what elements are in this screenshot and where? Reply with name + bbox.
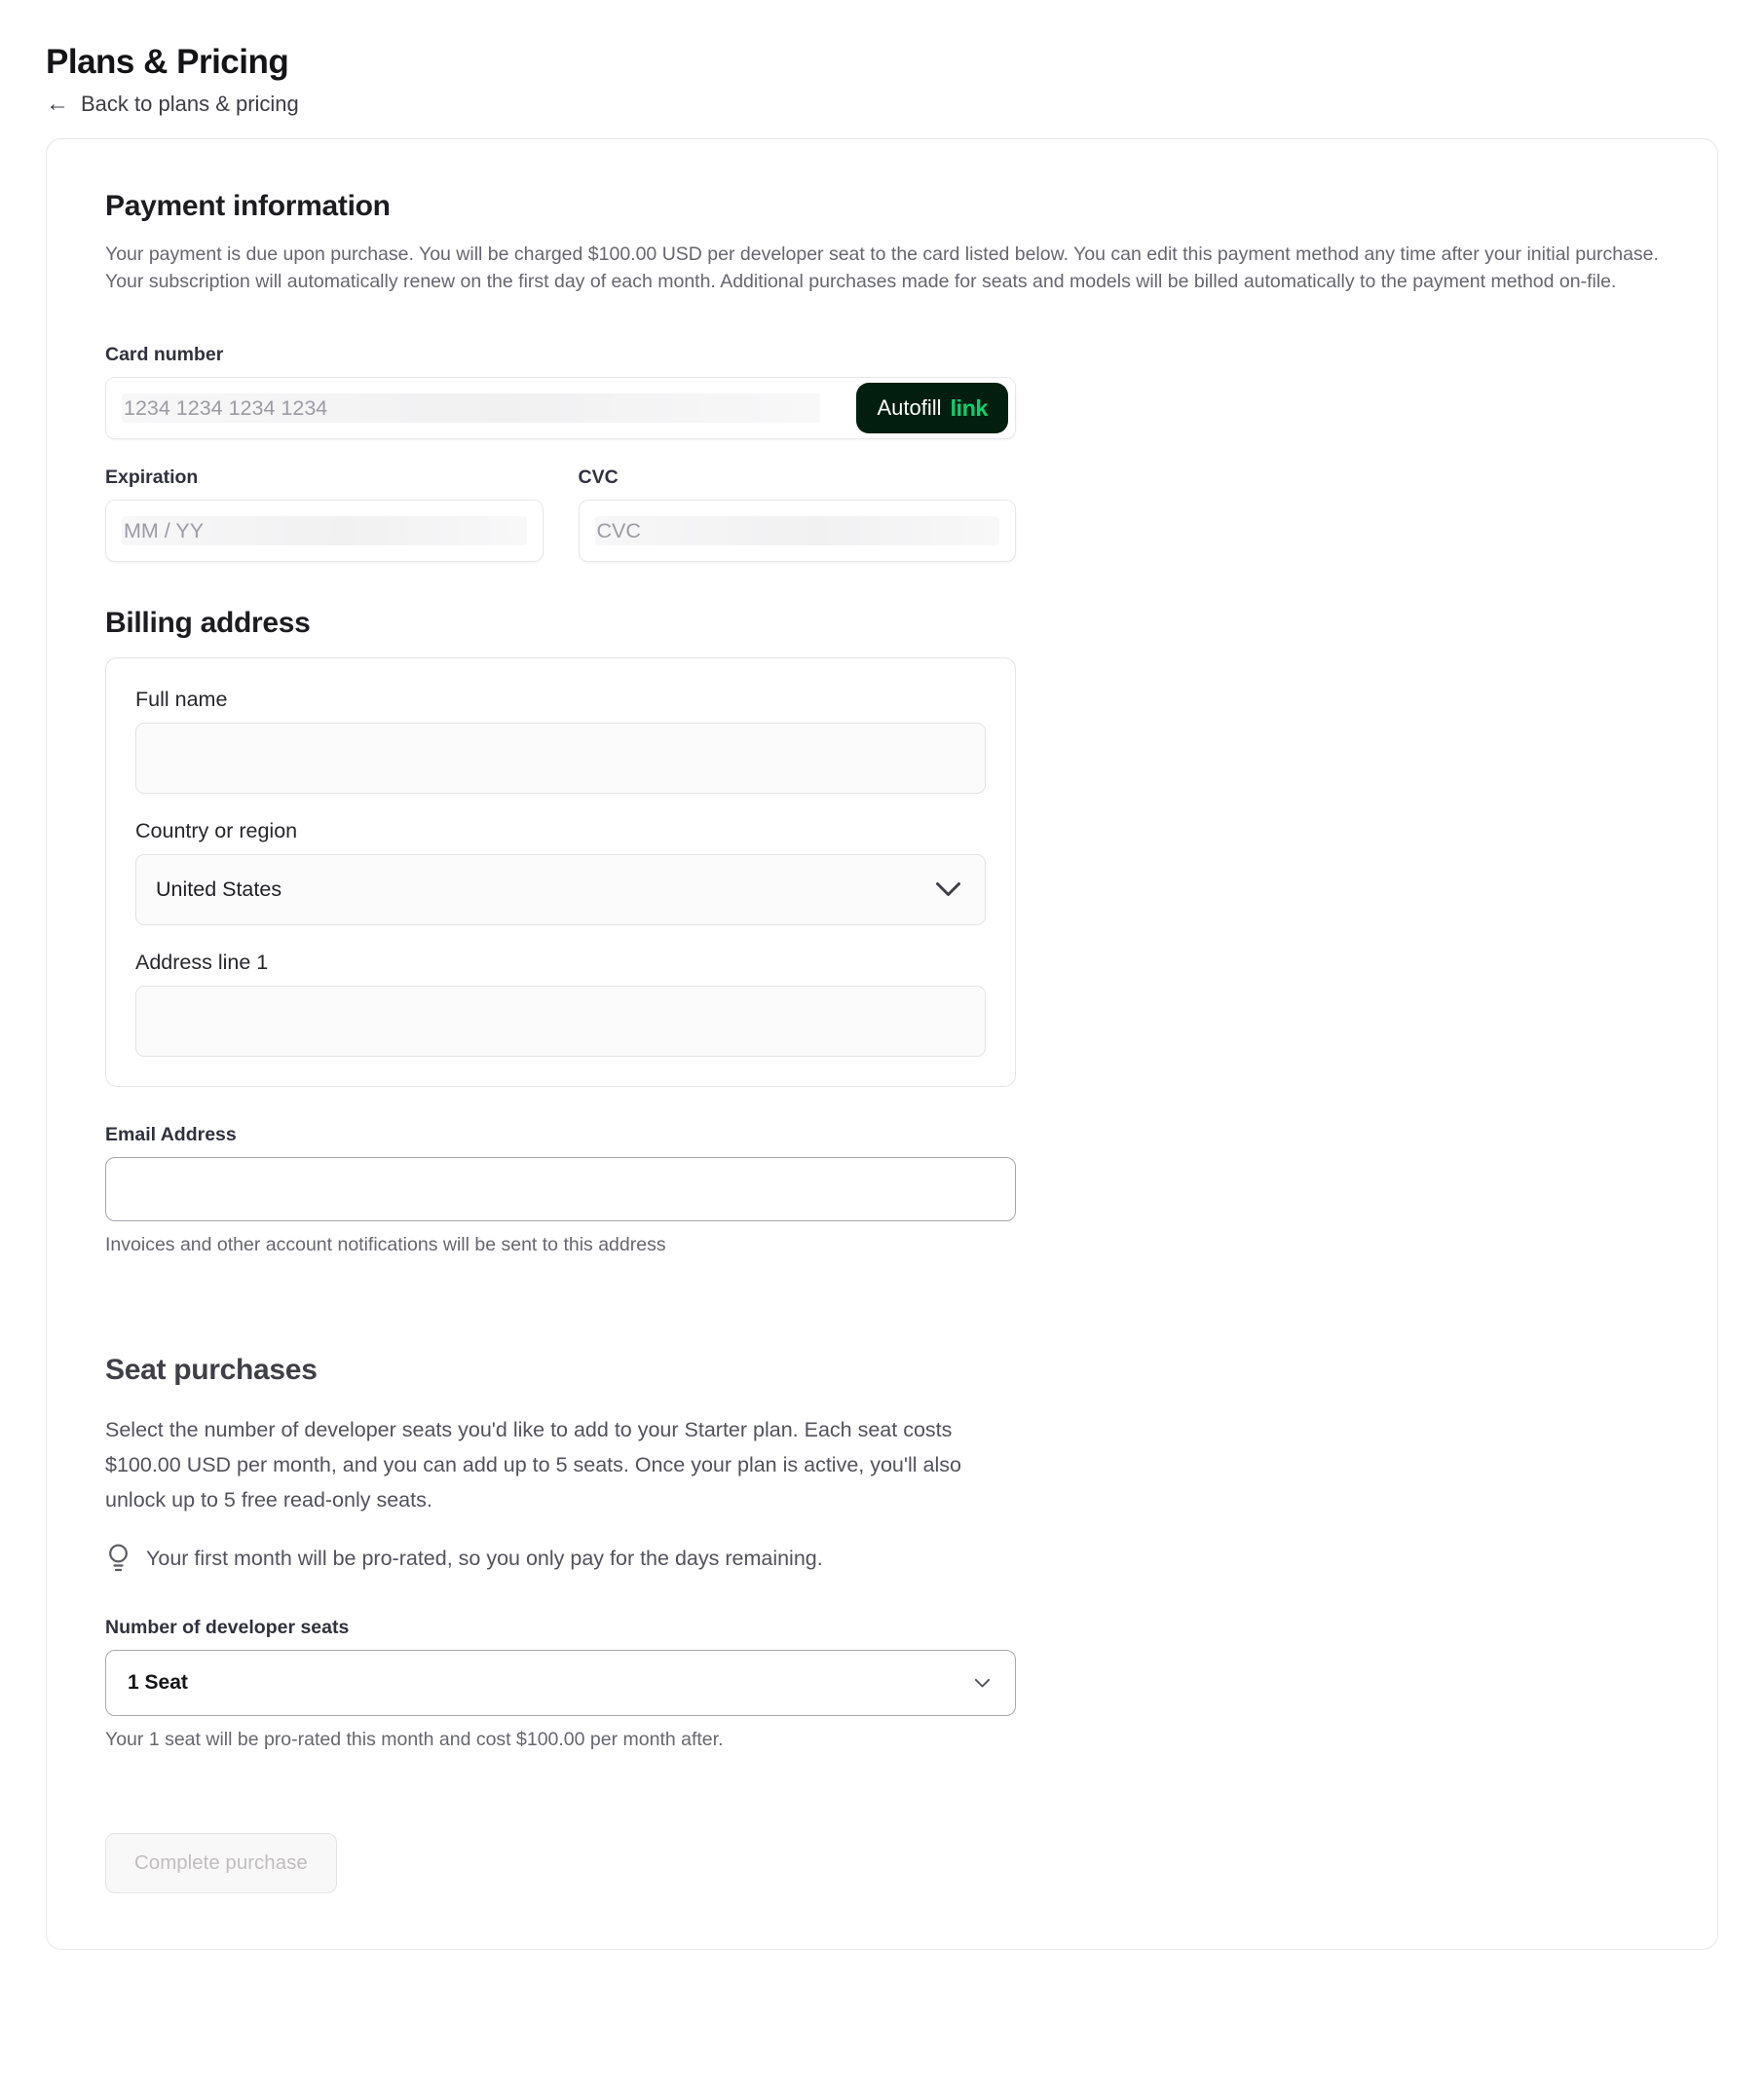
address-line1-input[interactable] — [135, 986, 986, 1057]
full-name-label: Full name — [135, 688, 228, 711]
card-number-label: Card number — [105, 344, 224, 365]
address-line1-label: Address line 1 — [135, 951, 269, 974]
card-number-field — [105, 377, 1016, 439]
country-label: Country or region — [135, 819, 298, 842]
cvc-input[interactable] — [580, 501, 1016, 561]
payment-description: Your payment is due upon purchase. You will be charged $100.00 USD per developer seat to the card listed below. You can edit this payment method any time after your initial purchase. Your subscription will automatically renew on the first day of each month. Additional purchases made for seats and models will be billed automatically to the payment method on-file. — [105, 243, 1659, 292]
full-name-input[interactable] — [135, 723, 986, 794]
country-select[interactable] — [135, 854, 986, 925]
page-title: Plans & Pricing — [46, 43, 289, 81]
prorate-tip — [105, 1543, 1659, 1574]
seats-label: Number of developer seats — [105, 1617, 350, 1638]
email-helper-text: Invoices and other account notifications will be sent to this address — [105, 1234, 666, 1255]
expiration-field — [105, 500, 544, 562]
page-header — [0, 0, 1764, 117]
seats-heading: Seat purchases — [105, 1354, 318, 1386]
billing-heading: Billing address — [105, 607, 311, 639]
expiration-label: Expiration — [105, 467, 199, 488]
chevron-down-icon — [974, 1678, 991, 1689]
cvc-field — [579, 500, 1017, 562]
link-logo: link — [950, 394, 988, 421]
cvc-label: CVC — [578, 467, 619, 488]
chevron-down-icon — [935, 881, 961, 898]
complete-purchase-button[interactable]: Complete purchase — [105, 1833, 337, 1893]
lightbulb-icon — [105, 1543, 131, 1574]
payment-section — [105, 190, 1659, 562]
autofill-button[interactable] — [856, 383, 1008, 433]
expiration-input[interactable] — [106, 501, 543, 561]
billing-section — [105, 607, 1659, 1256]
seats-description: Select the number of developer seats you'd like to add to your Starter plan. Each seat costs $100.00 USD per month, and you can add up to 5 seats. Once your plan is active, you'll also unlock up to 5 free read-only seats. — [105, 1418, 961, 1512]
card-number-input[interactable] — [106, 378, 856, 438]
seats-selected-value: 1 Seat — [128, 1671, 188, 1694]
country-selected-value: United States — [156, 877, 282, 901]
email-label: Email Address — [105, 1124, 237, 1145]
seat-purchases-section — [105, 1354, 1659, 1751]
purchase-panel — [46, 138, 1718, 1950]
payment-heading: Payment information — [105, 190, 391, 222]
prorate-tip-text: Your first month will be pro-rated, so you only pay for the days remaining. — [146, 1546, 823, 1570]
seats-helper-text: Your 1 seat will be pro-rated this month and cost $100.00 per month after. — [105, 1729, 724, 1750]
expiration-field-group — [105, 467, 544, 562]
billing-address-box — [105, 657, 1016, 1087]
back-arrow-icon: ← — [46, 91, 69, 117]
back-link-label: Back to plans & pricing — [81, 92, 299, 116]
cvc-field-group — [579, 467, 1017, 562]
back-link[interactable] — [46, 92, 299, 117]
seats-select[interactable] — [105, 1650, 1016, 1716]
email-input[interactable] — [105, 1157, 1016, 1221]
autofill-label: Autofill — [877, 395, 942, 420]
